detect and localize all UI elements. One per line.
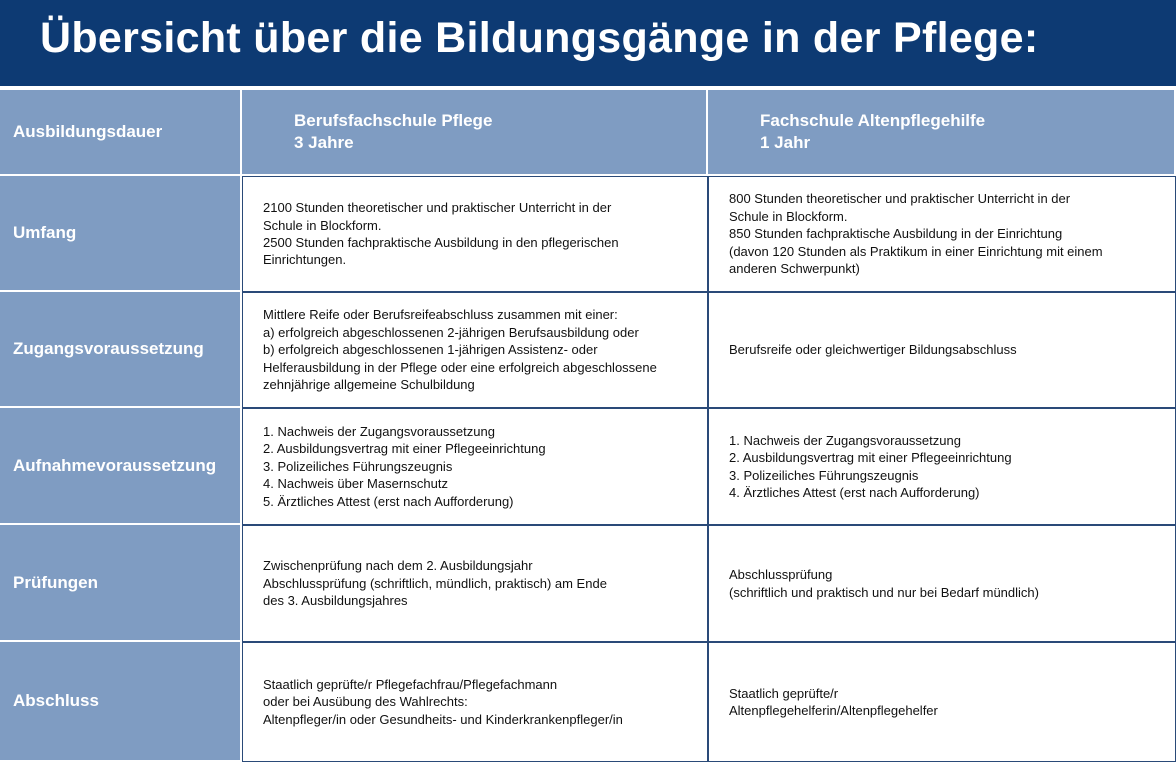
row-label-text: Abschluss (13, 691, 99, 710)
row-label-text: Zugangsvoraussetzung (13, 339, 204, 358)
cell-line: 1. Nachweis der Zugangsvoraussetzung (263, 423, 495, 439)
column-header-name: Berufsfachschule Pflege (294, 111, 493, 130)
table-cell (242, 642, 708, 762)
table-cell (242, 176, 708, 292)
cell-line: Abschlussprüfung (schriftlich, mündlich, praktisch) am Ende (263, 575, 607, 591)
cell-line: (schriftlich und praktisch und nur bei Bedarf mündlich) (729, 584, 1039, 600)
cell-line: Altenpfleger/in oder Gesundheits- und Kinderkrankenpfleger/in (263, 711, 623, 727)
cell-line: 2. Ausbildungsvertrag mit einer Pflegeeinrichtung (729, 450, 1012, 466)
table-cell (708, 525, 1176, 642)
row-label-text: Umfang (13, 223, 77, 242)
cell-line: b) erfolgreich abgeschlossenen 1-jährigen Assistenz- oder (263, 342, 598, 358)
cell-line: 800 Stunden theoretischer und praktischer Unterricht in der (729, 191, 1071, 207)
row-label-text: Prüfungen (13, 572, 98, 592)
row-label-umfang (0, 176, 242, 292)
cell-line: 3. Polizeiliches Führungszeugnis (729, 467, 919, 483)
cell-line: Helferausbildung in der Pflege oder eine erfolgreich abgeschlossene (263, 359, 657, 375)
cell-line: des 3. Ausbildungsjahres (263, 593, 408, 609)
cell-line: Zwischenprüfung nach dem 2. Ausbildungsjahr (263, 558, 533, 574)
cell-line: Altenpflegehelferin/Altenpflegehelfer (729, 703, 938, 718)
table-cell (708, 408, 1176, 525)
cell-line: Staatlich geprüfte/r (729, 685, 839, 701)
cell-line: 5. Ärztliches Attest (erst nach Aufforderung) (263, 493, 514, 509)
cell-line: Schule in Blockform. (729, 208, 848, 224)
cell-line: Staatlich geprüfte/r Pflegefachfrau/Pflegefachmann (263, 676, 558, 692)
cell-line: 2. Ausbildungsvertrag mit einer Pflegeeinrichtung (263, 441, 546, 457)
cell-line: zehnjährige allgemeine Schulbildung (263, 377, 475, 393)
cell-line: 2100 Stunden theoretischer und praktischer Unterricht in der (263, 200, 612, 216)
cell-line: 4. Nachweis über Masernschutz (263, 476, 448, 492)
cell-line: 1. Nachweis der Zugangsvoraussetzung (729, 432, 961, 448)
page-title: Übersicht über die Bildungsgänge in der Pflege: (40, 14, 1039, 62)
cell-line: Mittlere Reife oder Berufsreifeabschluss zusammen mit einer: (263, 307, 618, 323)
column-header-fachschule (708, 90, 1176, 176)
cell-line: a) erfolgreich abgeschlossenen 2-jährigen Berufsausbildung oder (263, 324, 639, 340)
cell-line: Abschlussprüfung (729, 567, 833, 583)
row-label-abschluss (0, 642, 242, 762)
column-header-duration: 1 Jahr (760, 133, 811, 152)
table-cell (242, 408, 708, 525)
row-label-ausbildungsdauer (0, 90, 242, 176)
title-banner (0, 0, 1176, 86)
row-label-text: Ausbildungsdauer (13, 122, 163, 141)
cell-line: Berufsreife oder gleichwertiger Bildungsabschluss (729, 342, 1017, 358)
column-header-duration: 3 Jahre (294, 133, 354, 152)
column-header-name: Fachschule Altenpflegehilfe (760, 111, 986, 130)
table-cell (242, 292, 708, 408)
cell-line: Einrichtungen. (263, 252, 347, 268)
cell-line: (davon 120 Stunden als Praktikum in einer Einrichtung mit einem (729, 243, 1103, 259)
cell-line: 4. Ärztliches Attest (erst nach Aufforderung) (729, 484, 980, 500)
comparison-table (0, 90, 1176, 762)
row-label-text: Aufnahmevoraussetzung (13, 455, 217, 475)
column-header-berufsfachschule (242, 90, 708, 176)
cell-line: 850 Stunden fachpraktische Ausbildung in der Einrichtung (729, 226, 1063, 242)
table-cell (708, 292, 1176, 408)
cell-line: Schule in Blockform. (263, 217, 382, 233)
cell-line: 2500 Stunden fachpraktische Ausbildung in den pflegerischen (263, 235, 619, 250)
table-cell (708, 176, 1176, 292)
cell-line: 3. Polizeiliches Führungszeugnis (263, 458, 453, 474)
cell-line: anderen Schwerpunkt) (729, 261, 860, 277)
table-cell (242, 525, 708, 642)
row-label-aufnahmevoraussetzung (0, 408, 242, 525)
cell-line: oder bei Ausübung des Wahlrechts: (263, 694, 468, 710)
row-label-pruefungen (0, 525, 242, 642)
table-cell (708, 642, 1176, 762)
row-label-zugangsvoraussetzung (0, 292, 242, 408)
